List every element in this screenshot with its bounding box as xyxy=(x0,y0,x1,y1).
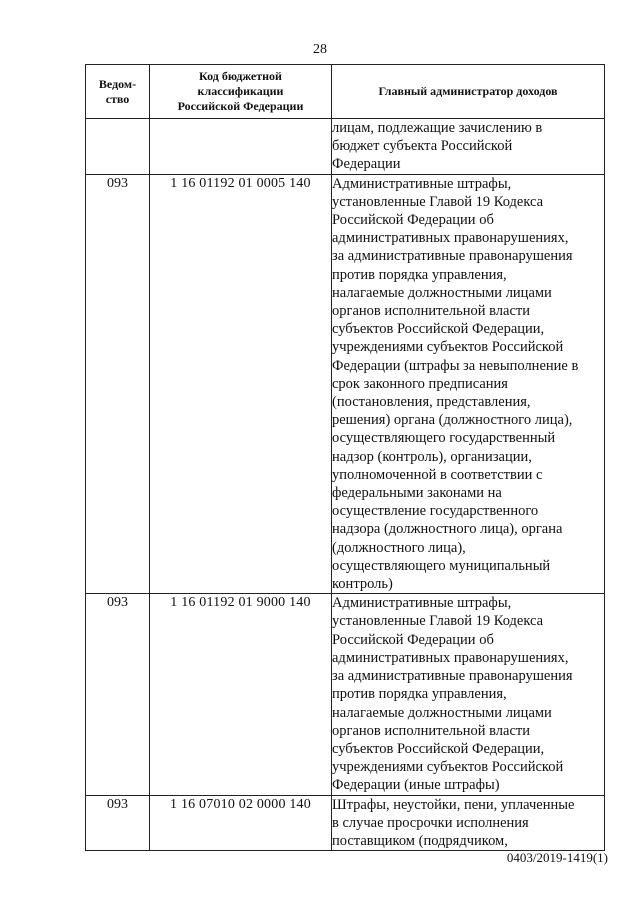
table-row xyxy=(86,174,605,594)
admin-text-line: налагаемые должностными лицами xyxy=(332,284,552,301)
admin-text-line: за административные правонарушения xyxy=(332,248,573,265)
admin-text-line: поставщиком (подрядчиком, xyxy=(332,832,508,849)
admin-text-line: субъектов Российской Федерации, xyxy=(332,740,545,757)
page-number: 28 xyxy=(313,42,327,57)
header-dept-line: ство xyxy=(105,91,130,106)
dept-cell: 093 xyxy=(86,594,150,795)
admin-text-line: надзора (должностного лица), органа xyxy=(332,521,563,538)
admin-text-line: учреждениями субъектов Российской xyxy=(332,339,564,356)
table-row xyxy=(86,795,605,851)
admin-text-line: лицам, подлежащие зачислению в xyxy=(332,120,543,136)
admin-text-line: надзор (контроль), организации, xyxy=(332,448,532,465)
admin-text-line: Штрафы, неустойки, пени, уплаченные xyxy=(332,796,575,813)
admin-text-line: налагаемые должностными лицами xyxy=(332,704,552,721)
admin-text-line: Административные штрафы, xyxy=(332,595,512,612)
header-dept-line: Ведом- xyxy=(98,76,137,91)
admin-text-line: Российской Федерации об xyxy=(332,212,494,229)
code-cell: 1 16 01192 01 9000 140 xyxy=(150,594,332,795)
header-admin: Главный администратор доходов xyxy=(332,65,605,119)
admin-cell xyxy=(332,119,605,175)
admin-text-line: (постановления, представления, xyxy=(332,394,531,411)
admin-text-line: (должностного лица), xyxy=(332,539,466,556)
admin-text-line: Федерации xyxy=(332,156,401,173)
header-code xyxy=(150,65,332,119)
admin-text-line: против порядка управления, xyxy=(332,686,507,703)
code-cell: 1 16 07010 02 0000 140 xyxy=(150,795,332,851)
code-cell: 1 16 01192 01 0005 140 xyxy=(150,174,332,594)
admin-text-line: Российской Федерации об xyxy=(332,631,494,648)
admin-text-line: установленные Главой 19 Кодекса xyxy=(332,193,544,210)
admin-text-line: органов исполнительной власти xyxy=(332,722,531,739)
admin-text-line: срок законного предписания xyxy=(332,375,508,392)
admin-text-line: Административные штрафы, xyxy=(332,175,512,192)
header-code-line: классификации xyxy=(197,84,284,98)
code-cell xyxy=(150,119,332,175)
header-code-line: Российской Федерации xyxy=(177,99,304,113)
header-dept xyxy=(86,65,150,119)
admin-text-line: Федерации (иные штрафы) xyxy=(332,777,500,794)
header-code-line: Код бюджетной xyxy=(199,69,282,83)
admin-text-line: уполномоченной в соответствии с xyxy=(332,466,543,483)
table-row xyxy=(86,119,605,175)
budget-classification-table xyxy=(85,64,605,851)
table-header-row xyxy=(86,65,605,119)
admin-text-line: административных правонарушениях, xyxy=(332,230,569,247)
admin-text-line: осуществляющего муниципальный xyxy=(332,557,551,574)
table-row xyxy=(86,594,605,795)
admin-text-line: административных правонарушениях, xyxy=(332,649,569,666)
dept-cell: 093 xyxy=(86,795,150,851)
admin-text-line: осуществляющего государственный xyxy=(332,430,556,447)
dept-cell xyxy=(86,119,150,175)
admin-text-line: бюджет субъекта Российской xyxy=(332,138,513,155)
admin-text-line: против порядка управления, xyxy=(332,266,507,283)
admin-text-line: решения) органа (должностного лица), xyxy=(332,412,573,429)
admin-text-line: контроль) xyxy=(332,576,393,593)
admin-text-line: субъектов Российской Федерации, xyxy=(332,321,545,338)
admin-text-line: органов исполнительной власти xyxy=(332,303,531,320)
admin-text-line: учреждениями субъектов Российской xyxy=(332,759,564,776)
admin-text-line: в случае просрочки исполнения xyxy=(332,814,529,831)
admin-text-line: Федерации (штрафы за невыполнение в xyxy=(332,357,579,374)
dept-cell: 093 xyxy=(86,174,150,594)
admin-text-line: осуществление государственного xyxy=(332,503,539,520)
document-code: 0403/2019-1419(1) xyxy=(506,850,608,865)
admin-text-line: за административные правонарушения xyxy=(332,668,573,685)
admin-cell xyxy=(332,795,605,851)
admin-cell xyxy=(332,594,605,795)
admin-text-line: установленные Главой 19 Кодекса xyxy=(332,613,544,630)
admin-cell xyxy=(332,174,605,594)
admin-text-line: федеральными законами на xyxy=(332,485,502,502)
